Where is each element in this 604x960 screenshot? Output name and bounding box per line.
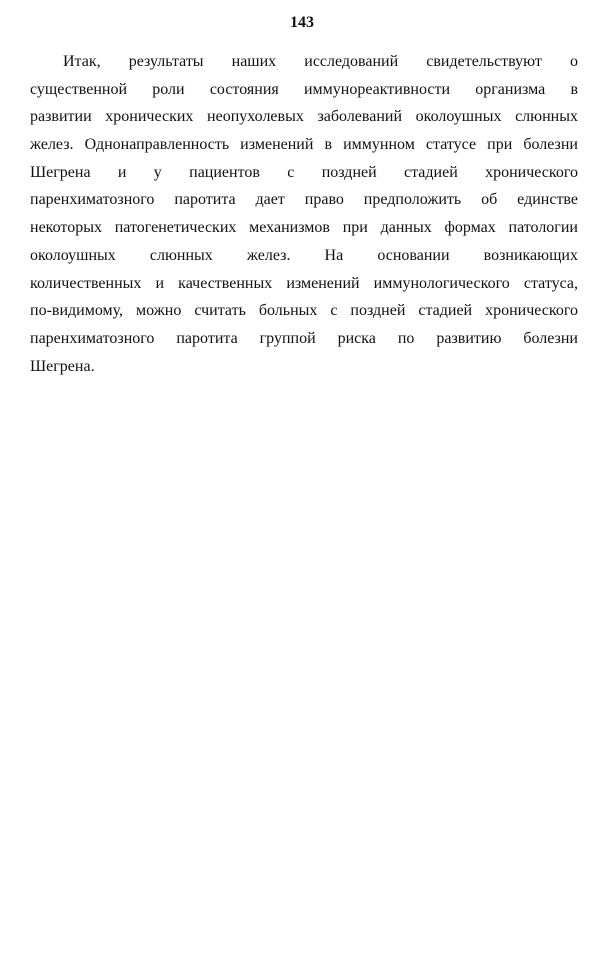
paragraph-line: по-видимому, можно считать больных с поздней стадией хронического: [30, 302, 578, 320]
paragraph-line: некоторых патогенетических механизмов при данных формах патологии: [30, 219, 578, 237]
paragraph-line: околоушных слюнных желез. На основании возникающих: [30, 246, 578, 264]
paragraph-line: Итак, результаты наших исследований свидетельствуют о: [63, 53, 578, 70]
paragraph-line: количественных и качественных изменений иммунологического статуса,: [30, 274, 578, 292]
paragraph-line: развитии хронических неопухолевых заболеваний околоушных слюнных: [30, 108, 578, 126]
paragraph-line: Шегрена.: [30, 357, 95, 375]
page-number: 143: [290, 14, 314, 31]
paragraph-line: паренхиматозного паротита дает право предположить об единстве: [30, 191, 578, 209]
paragraph-line: существенной роли состояния иммунореактивности организма в: [30, 80, 578, 98]
paragraph-line: желез. Однонаправленность изменений в иммунном статусе при болезни: [30, 136, 578, 154]
body-paragraph: [30, 48, 578, 380]
paragraph-line: Шегрена и у пациентов с поздней стадией хронического: [30, 163, 578, 181]
paragraph-line: паренхиматозного паротита группой риска по развитию болезни: [30, 329, 578, 347]
